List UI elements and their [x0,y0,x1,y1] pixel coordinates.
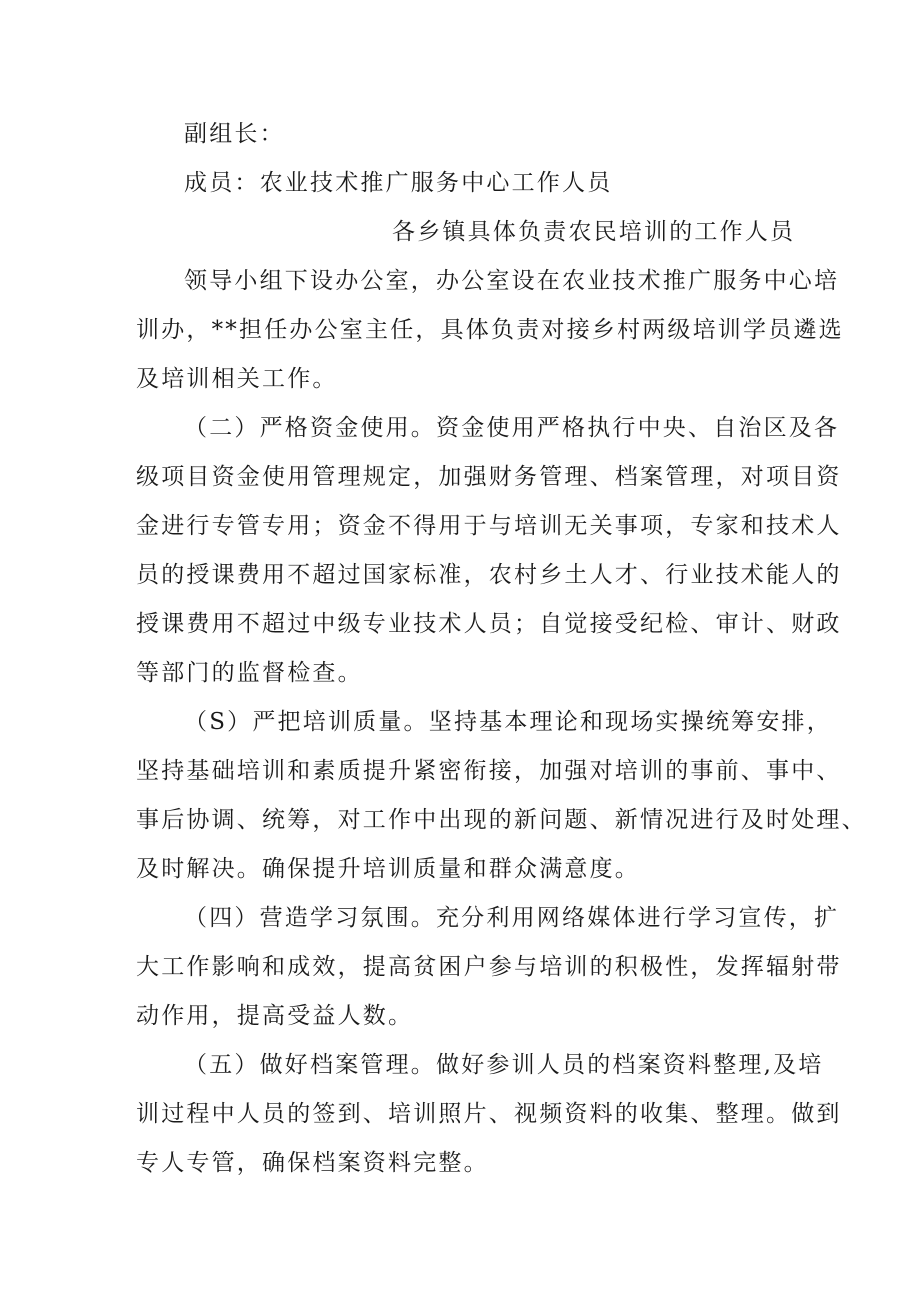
paragraph-quality-line-2: 坚持基础培训和素质提升紧密衔接，加强对培训的事前、事中、 [136,758,842,784]
paragraph-funds-line-5: 授课费用不超过中级专业技术人员；自觉接受纪检、审计、财政 [136,611,842,637]
members-continuation-line: 各乡镇具体负责农民培训的工作人员 [392,219,796,245]
paragraph-atmosphere-line-2: 大工作影响和成效，提高贫困户参与培训的积极性，发挥辐射带 [136,954,842,980]
deputy-leader-line: 副组长： [184,121,285,147]
paragraph-funds-line-4: 员的授课费用不超过国家标准，农村乡土人才、行业技术能人的 [136,562,842,588]
members-line: 成员：农业技术推广服务中心工作人员 [184,170,613,196]
paragraph-funds-line-1: （二）严格资金使用。资金使用严格执行中央、自治区及各 [184,415,840,441]
paragraph-quality-line-3: 事后协调、统筹，对工作中出现的新问题、新情况进行及时处理、 [136,807,867,833]
paragraph-funds-line-2: 级项目资金使用管理规定，加强财务管理、档案管理，对项目资 [136,464,842,490]
paragraph-archives-line-3: 专人专管，确保档案资料完整。 [136,1150,489,1176]
paragraph-quality-line-1: （S）严把培训质量。坚持基本理论和现场实操统筹安排， [184,709,832,735]
paragraph-quality-line-4: 及时解决。确保提升培训质量和群众满意度。 [136,856,640,882]
paragraph-archives-line-1: （五）做好档案管理。做好参训人员的档案资料整理,及培 [184,1052,824,1078]
paragraph-office-line-2: 训办，**担任办公室主任，具体负责对接乡村两级培训学员遴选 [136,317,844,343]
paragraph-funds-line-6: 等部门的监督检查。 [136,660,363,686]
paragraph-office-line-1: 领导小组下设办公室，办公室设在农业技术推广服务中心培 [184,268,840,294]
paragraph-funds-line-3: 金进行专管专用；资金不得用于与培训无关事项，专家和技术人 [136,513,842,539]
paragraph-atmosphere-line-1: （四）营造学习氛围。充分利用网络媒体进行学习宣传，扩 [184,905,840,931]
paragraph-office-line-3: 及培训相关工作。 [136,366,338,392]
paragraph-atmosphere-line-3: 动作用，提高受益人数。 [136,1003,414,1029]
paragraph-archives-line-2: 训过程中人员的签到、培训照片、视频资料的收集、整理。做到 [136,1101,842,1127]
